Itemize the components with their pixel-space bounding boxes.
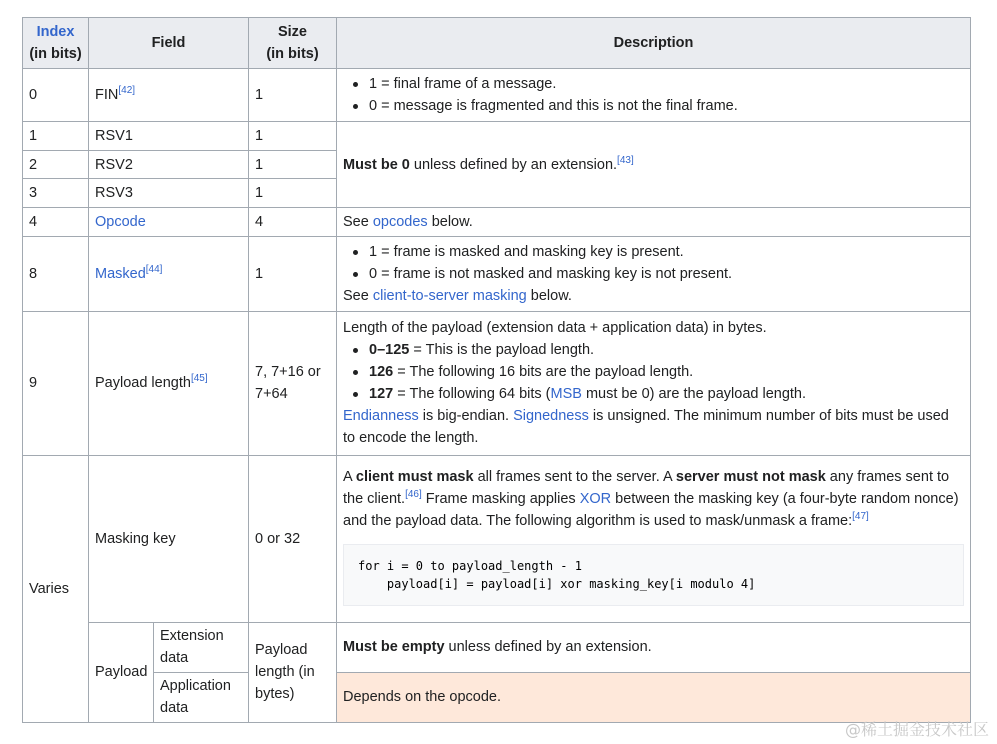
ref-link[interactable]: [47] bbox=[852, 510, 869, 522]
cell-size: 1 bbox=[249, 122, 337, 151]
cell-field: RSV1 bbox=[89, 122, 249, 151]
client-to-server-masking-link[interactable]: client-to-server masking bbox=[372, 288, 527, 305]
desc-text: must be 0) are the payload length. bbox=[581, 386, 807, 403]
header-index[interactable] bbox=[23, 18, 89, 69]
cell-field: Masking key bbox=[89, 455, 249, 622]
cell-index: 2 bbox=[23, 151, 89, 179]
xor-link[interactable]: XOR bbox=[579, 490, 612, 507]
cell-description-highlight: Depends on the opcode. bbox=[337, 672, 971, 722]
cell-field bbox=[89, 69, 249, 122]
cell-description bbox=[337, 237, 971, 312]
bullet-list bbox=[343, 73, 964, 117]
cell-index: Varies bbox=[23, 455, 89, 722]
index-unit: (in bits) bbox=[29, 46, 82, 62]
cell-description bbox=[337, 208, 971, 237]
desc-text: See bbox=[343, 214, 373, 231]
list-item: 1 = final frame of a message. bbox=[369, 73, 964, 95]
desc-text: is big-endian. bbox=[418, 408, 514, 425]
size-label: Size bbox=[277, 24, 307, 40]
list-item: 1 = frame is masked and masking key is present. bbox=[369, 241, 964, 263]
ref-link[interactable]: [46] bbox=[405, 488, 422, 500]
desc-text: See bbox=[343, 288, 373, 305]
list-item: 0 = frame is not masked and masking key is not present. bbox=[369, 263, 964, 285]
cell-index: 1 bbox=[23, 122, 89, 151]
header-size bbox=[249, 18, 337, 69]
cell-size: 1 bbox=[249, 69, 337, 122]
table-row-masked bbox=[23, 237, 971, 312]
desc-intro: Length of the payload (extension data + application data) in bytes. bbox=[343, 320, 767, 337]
code-block: for i = 0 to payload_length - 1 payload[i] = payload[i] xor masking_key[i modulo 4] bbox=[343, 544, 964, 606]
cell-size: 1 bbox=[249, 151, 337, 179]
cell-description bbox=[337, 312, 971, 455]
list-item: 0 = message is fragmented and this is not the final frame. bbox=[369, 95, 964, 117]
desc-bold: Must be 0 bbox=[343, 156, 410, 173]
field-name: FIN bbox=[95, 87, 119, 104]
cell-index: 0 bbox=[23, 69, 89, 122]
ref-link[interactable]: [43] bbox=[617, 154, 634, 166]
table-row-extension-data bbox=[23, 622, 971, 672]
header-row bbox=[23, 18, 971, 69]
desc-text: below. bbox=[427, 214, 473, 231]
cell-size: 7, 7+16 or 7+64 bbox=[249, 312, 337, 455]
msb-link[interactable]: MSB bbox=[550, 386, 582, 403]
field-name: Payload length bbox=[95, 375, 191, 392]
cell-index: 4 bbox=[23, 208, 89, 237]
cell-field bbox=[89, 237, 249, 312]
cell-size: 4 bbox=[249, 208, 337, 237]
header-description: Description bbox=[337, 18, 971, 69]
cell-index: 8 bbox=[23, 237, 89, 312]
bold-text: client must mask bbox=[355, 468, 474, 485]
cell-index: 9 bbox=[23, 312, 89, 455]
cell-description bbox=[337, 69, 971, 122]
desc-text: = The following 16 bits are the payload length. bbox=[393, 364, 694, 381]
cell-subfield: Extension data bbox=[154, 622, 249, 672]
bold-text: server must not mask bbox=[675, 468, 826, 485]
table-row-masking-key bbox=[23, 455, 971, 622]
signedness-link[interactable]: Signedness bbox=[513, 408, 589, 425]
cell-field: Payload bbox=[89, 622, 154, 722]
opcodes-link[interactable]: opcodes bbox=[372, 214, 428, 231]
desc-text: below. bbox=[526, 288, 572, 305]
cell-size: 1 bbox=[249, 179, 337, 208]
bullet-list bbox=[343, 241, 964, 285]
table-row-fin bbox=[23, 69, 971, 122]
bold-text: Must be empty bbox=[343, 639, 445, 656]
cell-size: 0 or 32 bbox=[249, 455, 337, 622]
cell-size: Payload length (in bytes) bbox=[249, 622, 337, 722]
desc-text: between the masking key (a four-byte random nonce) and the payload data. The following algorithm is used to mask/unmask a frame: bbox=[343, 490, 959, 529]
cell-description bbox=[337, 622, 971, 672]
header-field: Field bbox=[89, 18, 249, 69]
ref-link[interactable]: [44] bbox=[145, 264, 163, 276]
desc-text: = The following 64 bits ( bbox=[393, 386, 551, 403]
websocket-frame-table bbox=[22, 17, 971, 723]
ref-link[interactable]: [42] bbox=[118, 85, 136, 97]
list-item bbox=[369, 361, 964, 383]
bold-value: 127 bbox=[369, 386, 394, 403]
opcode-link[interactable]: Opcode bbox=[95, 214, 146, 231]
ref-link[interactable]: [45] bbox=[190, 373, 208, 385]
watermark: @稀土掘金技术社区 bbox=[844, 720, 989, 739]
desc-text: = This is the payload length. bbox=[409, 342, 595, 359]
desc-text: Frame masking applies bbox=[421, 490, 580, 507]
desc-text: unless defined by an extension. bbox=[409, 156, 618, 173]
table-row-payload-length bbox=[23, 312, 971, 455]
desc-text: unless defined by an extension. bbox=[444, 639, 652, 656]
table-row-rsv1 bbox=[23, 122, 971, 151]
desc-text: is unsigned. The minimum number of bits must be used to encode the length. bbox=[343, 408, 949, 447]
masked-link[interactable]: Masked bbox=[95, 266, 146, 283]
list-item bbox=[369, 339, 964, 361]
desc-text: any frames sent to the client. bbox=[343, 468, 950, 507]
table-row-opcode bbox=[23, 208, 971, 237]
desc-text: all frames sent to the server. A bbox=[473, 468, 676, 485]
desc-text: A bbox=[343, 468, 356, 485]
cell-field: RSV3 bbox=[89, 179, 249, 208]
cell-index: 3 bbox=[23, 179, 89, 208]
bold-value: 0–125 bbox=[369, 342, 410, 359]
cell-field bbox=[89, 312, 249, 455]
bold-value: 126 bbox=[369, 364, 394, 381]
bullet-list bbox=[343, 339, 964, 405]
endianness-link[interactable]: Endianness bbox=[343, 408, 419, 425]
index-sort-link[interactable]: Index bbox=[36, 24, 75, 40]
cell-subfield: Application data bbox=[154, 672, 249, 722]
cell-field: RSV2 bbox=[89, 151, 249, 179]
cell-description bbox=[337, 455, 971, 622]
cell-description bbox=[337, 122, 971, 208]
cell-size: 1 bbox=[249, 237, 337, 312]
table-row-application-data bbox=[23, 672, 971, 722]
size-unit: (in bits) bbox=[266, 46, 319, 62]
cell-field bbox=[89, 208, 249, 237]
list-item bbox=[369, 383, 964, 405]
